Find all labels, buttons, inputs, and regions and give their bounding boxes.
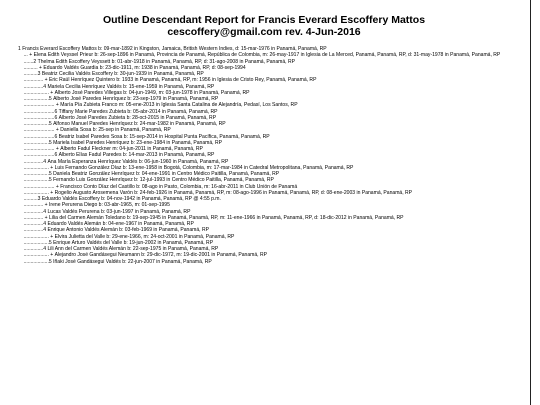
entry-generation-marker: ..................5 (18, 177, 54, 184)
entry-text: Mariela Isabel Paredes Henríquez b: 23-ene-1984 in Panamá, Panamá, RP (53, 139, 222, 146)
entry-generation-marker: ......................6 (18, 114, 59, 121)
entry-generation-marker: .......... + (18, 64, 44, 71)
entry-text: Eduardo Valdés Escoffery b: 04-nov-1942 in Panamá, Panamá, RP @ 4:55 p.m. (41, 196, 221, 202)
entry-generation-marker: 1 (18, 46, 23, 52)
entry-generation-marker: ..............4 (18, 83, 48, 90)
entry-generation-marker: ..................5 (18, 239, 54, 246)
entry-text: Eduardo Valdés Guardia b: 23-dic-1911, m: 1938 in Panamá, Panamá, RP, d: 08-sep-1994 (43, 64, 246, 71)
entry-generation-marker: ..........3 (18, 196, 42, 202)
entry-text: Alberto Elías Fadul Paredes b: 14-mar-2013 in Panamá, Panamá, RP (58, 152, 215, 159)
entry-text: Alberto José Paredes Villegas b: 04-jun-1949, m: 03-jun-1978 in Panamá, Panamá, RP (54, 89, 250, 96)
entry-generation-marker: ..............4 (18, 246, 48, 252)
entry-text: Tiffany Marie Paredes Zubieta b: 05-abr-2014 in Panamá, Panamá, RP (58, 108, 218, 115)
entry-generation-marker: .................. + (18, 233, 55, 240)
entry-generation-marker: ..............4 (18, 208, 48, 215)
report-entry (18, 259, 523, 265)
entry-generation-marker: ......................6 (18, 133, 59, 140)
entry-generation-marker: .................. + (18, 189, 55, 196)
entry-generation-marker: .................. + (18, 164, 55, 171)
entry-generation-marker: ..........3 (18, 71, 42, 77)
entry-generation-marker: ...................... + (18, 127, 61, 134)
entry-text: Ana María Esperanza Henríquez Valdés b: 06-jun-1960 in Panamá, Panamá, RP (47, 158, 229, 165)
entry-generation-marker: ..................5 (18, 96, 54, 102)
entry-generation-marker: ..............4 (18, 227, 48, 234)
entry-generation-marker: ..................5 (18, 139, 54, 146)
entry-text: Beatriz Isabel Paredes Sosa b: 15-sep-2014 in Hospital Punta Pacífica, Panamá, Panamá, RP (58, 133, 270, 140)
entry-generation-marker: .............. + (18, 77, 49, 84)
entry-text: Rogelio Augusto Arosemena Varón b: 24-feb-1926 in Panamá, Panamá, RP, m: 08-ago-1996 in Panamá, Panamá, RP, d: 08-ene-2003 in Panamá, Panamá, RP (54, 189, 413, 196)
entry-generation-marker: ......................6 (18, 152, 59, 159)
entry-text: Elvira Julietta del Valle b: 29-ene-1966, m: 24-oct-2001 in Panamá, Panamá, RP (54, 233, 235, 240)
entry-text: Daniella Sosa b: 25-sep in Panamá, Panamá, RP (60, 127, 171, 134)
entry-text: Irene Perurena Diego b: 03-abr-1965, m: 01-sep-1995 (49, 202, 170, 209)
entry-generation-marker: ...................... + (18, 146, 61, 152)
entry-generation-marker: .......2 (18, 58, 38, 65)
entry-text: Mariela Cecilia Henríquez Valdés b: 15-ene-1959 in Panamá, Panamá, RP (47, 83, 215, 90)
entry-generation-marker: ...................... + (18, 102, 61, 109)
report-email-revision: cescoffery@gmail.com rev. 4-Jun-2016 (167, 26, 361, 38)
entry-text: Iñaki José Gandásegui Valdés b: 22-jun-2007 in Panamá, Panamá, RP (53, 258, 212, 265)
page-edge-divider (530, 0, 531, 405)
entry-text: Lilia del Carmen Alemán Toledano b: 19-sep-1945 in Panamá, Panamá, RP, m: 11-ene-1966 in Panamá, Panamá, RP, d: 18-dic-2012 in Panamá, Panamá, RP (49, 214, 404, 221)
entry-text: Elena Edith Veyssel Prieur b: 26-sep-1896 in Panamá, Provincia de Panamá, República de Colombia, m: 26-may-1917 in Iglesia de La Merced, Panamá, Panamá, RP, d: 31-may-1978 in Panamá, Panamá, RP (33, 52, 501, 59)
entry-text: Alberto José Paredes Zubieta b: 28-oct-2015 in Panamá, Panamá, RP (58, 114, 217, 121)
entry-generation-marker: ..............4 (18, 221, 48, 227)
entry-text: Lili Ann del Carmen Valdés Alemán b: 22-sep-1975 in Panamá, Panamá, RP (47, 246, 219, 252)
entry-text: María Pía Zubieta Franco m: 05-ene-2013 in Iglesia Santa Catalina de Alejandría, Pedasí, Los Santos, RP (60, 102, 298, 109)
entry-text: Enrique Arturo Valdés del Valle b: 19-jun-2002 in Panamá, Panamá, RP (53, 239, 214, 246)
entry-text: Eric Raúl Henríquez Quintero b: 1933 in Panamá, Panamá, RP, m: 1956 in Iglesia de Cristo Rey, Panamá, Panamá, RP (49, 77, 317, 84)
descendant-list (18, 46, 523, 401)
entry-text: Francis Everard Escoffery Mattos b: 09-mar-1892 in Kingston, Jamaica, British Western Indies, d: 15-mar-1976 in Panamá, Panamá, RP (22, 46, 327, 52)
entry-generation-marker: ..................5 (18, 258, 54, 265)
entry-text: Enrique Antonio Valdés Alemán b: 03-feb-1969 in Panamá, Panamá, RP (47, 227, 209, 234)
entry-generation-marker: ..............4 (18, 158, 48, 165)
entry-text: Alberto José Paredes Henríquez b: 23-sep-1979 in Panamá, Panamá, RP (53, 96, 219, 102)
entry-text: Beatriz Cecilia Valdés Escoffery b: 30-jun-1939 in Panamá, Panamá, RP (41, 71, 204, 77)
entry-text: Alberto Fadul Fleckner m: 04-jun-2011 in Panamá, Panamá, RP (60, 146, 203, 152)
report-title: Outline Descendant Report for Francis Everard Escoffery Mattos (102, 14, 426, 26)
entry-text: Daniela Beatriz González Henríquez b: 04-ene-1991 in Centro Médico Paitilla, Panamá, Panamá, RP (53, 171, 280, 177)
entry-generation-marker: ... + (18, 52, 34, 59)
entry-text: Francisco Conto Díaz del Castillo b: 08-ago in Pasto, Colombia, m: 16-abr-2011 in Club Unión de Panamá (60, 183, 298, 190)
entry-generation-marker: .............. + (18, 202, 49, 209)
entry-generation-marker: ..................5 (18, 171, 54, 177)
entry-generation-marker: ......................6 (18, 108, 59, 115)
entry-generation-marker: .............. + (18, 214, 49, 221)
entry-text: Lucas Valdés Perurena b: 03-jun-1997 in Panamá, Panamá, RP (47, 208, 191, 215)
entry-generation-marker: .................. + (18, 89, 55, 96)
entry-text: Eduardo Valdés Alemán b: 04-ene-1967 in Panamá, Panamá, RP (47, 221, 194, 227)
entry-text: Luis Fernando González Díaz b: 13-ene-1958 in Bogotá, Colombia, m: 17-mar-1984 in Catedral Metropolitana, Panamá, Panamá, RP (54, 164, 354, 171)
entry-generation-marker: .................. + (18, 252, 55, 259)
entry-text: Fernando Luis González Henríquez b: 12-jul-1993 in Centro Médico Paitilla, Panamá, Panamá, RP (53, 177, 274, 184)
entry-generation-marker: ..................5 (18, 121, 54, 127)
entry-text: Alejandro José Gandásegui Neumann b: 29-dic-1972, m: 19-dic-2001 in Panamá, Panamá, RP (54, 252, 267, 259)
entry-text: Thelma Edith Escoffery Veyssett b: 01-abr-1918 in Panamá, Panamá, RP, d: 31-ago-2008 in Panamá, Panamá, RP (37, 58, 295, 65)
entry-text: Alfonso Manuel Paredes Henríquez b: 24-mar-1982 in Panamá, Panamá, RP (53, 121, 226, 127)
entry-generation-marker: ...................... + (18, 183, 61, 190)
